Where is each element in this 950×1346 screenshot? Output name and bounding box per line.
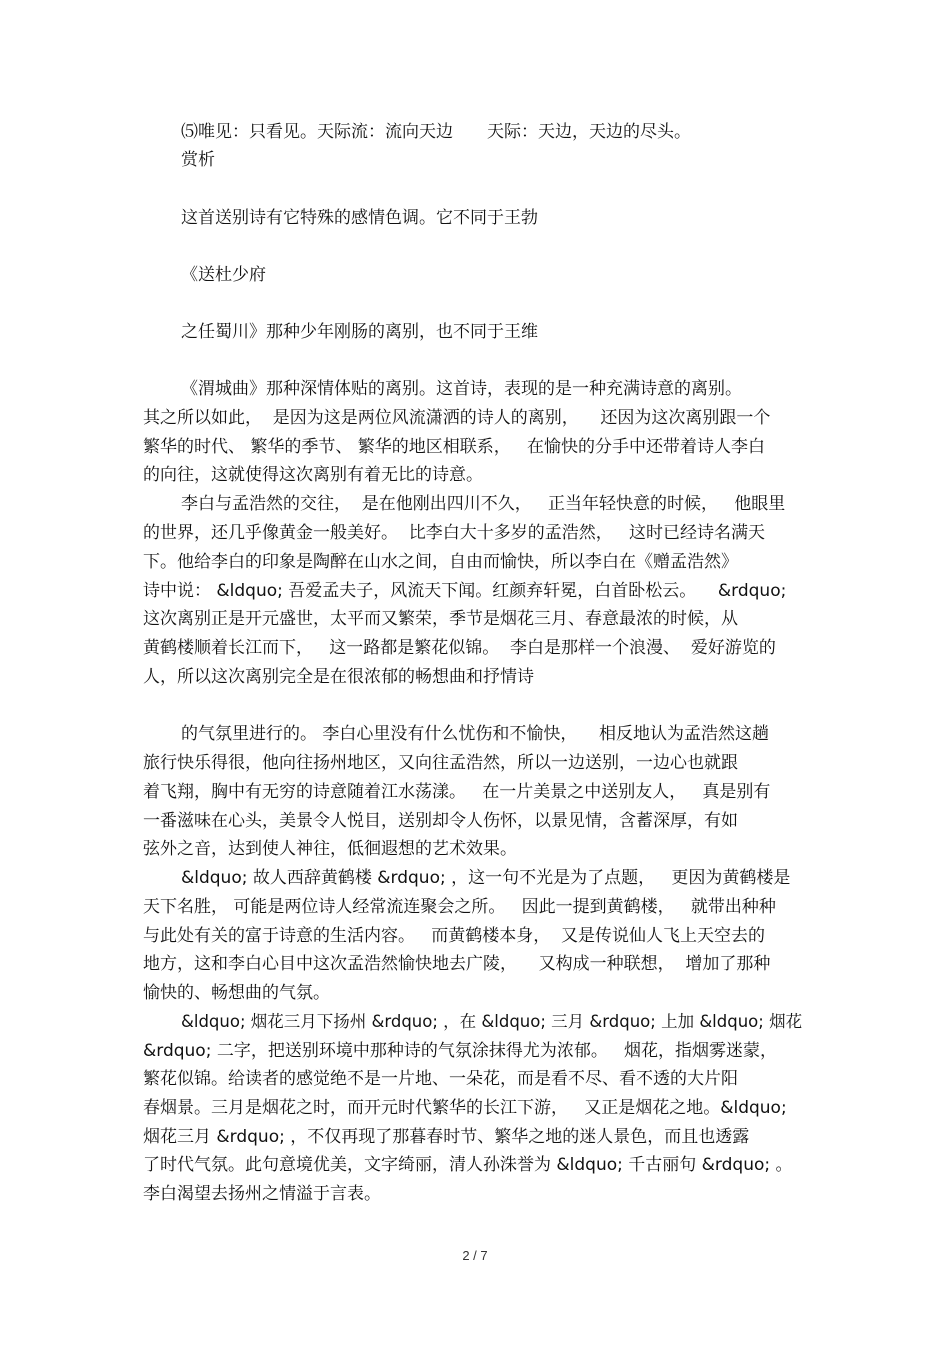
text-line: 的向往，这就使得这次离别有着无比的诗意。 — [143, 465, 483, 485]
text-line: &rdquo; 二字，把送别环境中那种诗的气氛涂抹得尤为浓郁。 烟花，指烟雾迷蒙， — [143, 1041, 778, 1061]
text-line: 李白渴望去扬州之情溢于言表。 — [143, 1184, 381, 1204]
text-line: 春烟景。三月是烟花之时，而开元时代繁华的长江下游， 又正是烟花之地。&ldquo; — [143, 1098, 787, 1118]
text-line: 的世界，还几乎像黄金一般美好。 比李白大十多岁的孟浩然， 这时已经诗名满天 — [143, 523, 766, 543]
text-line: 弦外之音，达到使人神往，低徊遐想的艺术效果。 — [143, 839, 517, 859]
text-line: 了时代气氛。此句意境优美，文字绮丽，清人孙洙誉为 &ldquo; 千古丽句 &rdquo; 。 — [143, 1155, 793, 1175]
text-line: 这首送别诗有它特殊的感情色调。它不同于王勃 — [181, 208, 538, 228]
text-line: 天下名胜， 可能是两位诗人经常流连聚会之所。 因此一提到黄鹤楼， 就带出种种 — [143, 897, 776, 917]
text-line: 之任蜀川》那种少年刚肠的离别，也不同于王维 — [181, 322, 538, 342]
text-line: &ldquo; 烟花三月下扬州 &rdquo; ，在 &ldquo; 三月 &rdquo; 上加 &ldquo; 烟花 — [181, 1012, 803, 1031]
text-line: 繁华的时代、 繁华的季节、 繁华的地区相联系， 在愉快的分手中还带着诗人李白 — [143, 437, 766, 457]
text-line: &ldquo; 故人西辞黄鹤楼 &rdquo; ，这一句不光是为了点题， 更因为黄鹤楼是 — [181, 868, 791, 888]
text-line: 的气氛里进行的。 李白心里没有什么忧伤和不愉快， 相反地认为孟浩然这趟 — [181, 724, 770, 744]
text-line: 着飞翔，胸中有无穷的诗意随着江水荡漾。 在一片美景之中送别友人， 真是别有 — [143, 782, 771, 802]
text-line: 《渭城曲》那种深情体贴的离别。这首诗，表现的是一种充满诗意的离别。 — [181, 379, 742, 399]
text-line: 烟花三月 &rdquo; ，不仅再现了那暮春时节、繁华之地的迷人景色，而且也透露 — [143, 1127, 750, 1147]
text-line: 地方，这和李白心目中这次孟浩然愉快地去广陵， 又构成一种联想， 增加了那种 — [143, 954, 771, 974]
section-heading: 赏析 — [181, 150, 215, 170]
text-line: 一番滋味在心头，美景令人悦目，送别却令人伤怀，以景见情，含蓄深厚，有如 — [143, 811, 738, 831]
text-line: 下。他给李白的印象是陶醉在山水之间，自由而愉快，所以李白在《赠孟浩然》 — [143, 552, 738, 572]
text-line: 李白与孟浩然的交往， 是在他刚出四川不久， 正当年轻快意的时候， 他眼里 — [181, 494, 786, 514]
text-line: 人，所以这次离别完全是在很浓郁的畅想曲和抒情诗 — [143, 667, 534, 687]
text-line: 诗中说： &ldquo; 吾爱孟夫子，风流天下闻。红颜弃轩冕，白首卧松云。 &rdquo; — [143, 581, 787, 601]
text-line: 其之所以如此， 是因为这是两位风流潇洒的诗人的离别， 还因为这次离别跟一个 — [143, 408, 771, 428]
page-number: 2 / 7 — [462, 1248, 488, 1263]
text-line: 与此处有关的富于诗意的生活内容。 而黄鹤楼本身， 又是传说仙人飞上天空去的 — [143, 926, 766, 946]
text-line: ⑸唯见：只看见。天际流：流向天边 天际：天边，天边的尽头。 — [181, 122, 691, 142]
text-line: 繁花似锦。给读者的感觉绝不是一片地、一朵花，而是看不尽、看不透的大片阳 — [143, 1069, 738, 1089]
text-line: 旅行快乐得很，他向往扬州地区，又向往孟浩然，所以一边送别，一边心也就跟 — [143, 753, 738, 773]
text-line: 《送杜少府 — [181, 265, 266, 285]
text-line: 黄鹤楼顺着长江而下， 这一路都是繁花似锦。 李白是那样一个浪漫、 爱好游览的 — [143, 638, 776, 658]
text-line: 这次离别正是开元盛世，太平而又繁荣，季节是烟花三月、春意最浓的时候，从 — [143, 609, 738, 629]
text-line: 愉快的、畅想曲的气氛。 — [143, 983, 330, 1003]
